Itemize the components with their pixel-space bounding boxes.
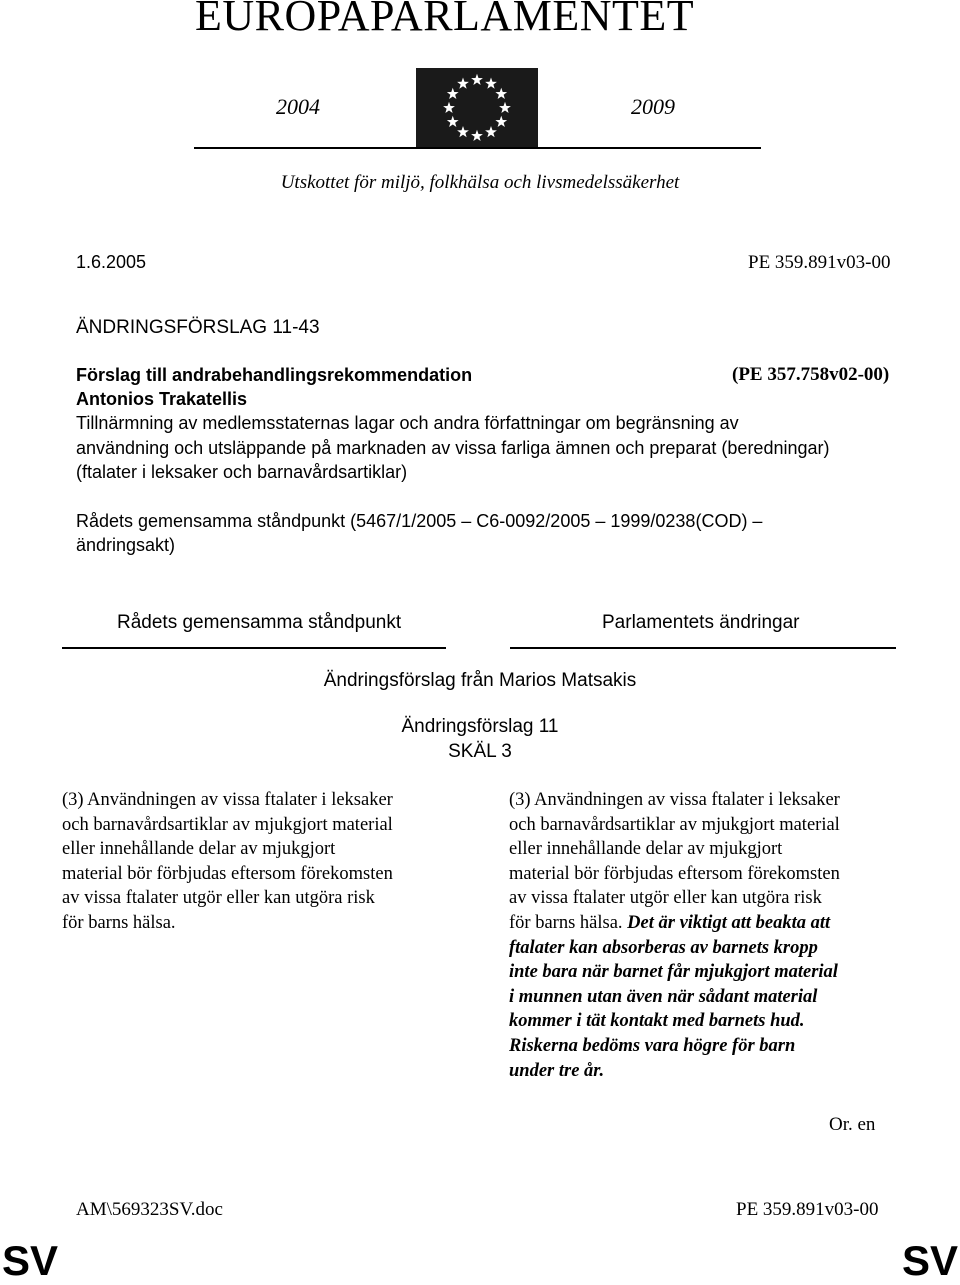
pe-number-top: PE 359.891v03-00: [748, 252, 891, 273]
recital-label: SKÄL 3: [448, 741, 512, 762]
document-date: 1.6.2005: [76, 252, 147, 272]
term-end-year: 2009: [631, 94, 675, 119]
amendment-number: Ändringsförslag 11: [401, 716, 559, 737]
language-code-left: SV: [2, 1237, 59, 1284]
parliament-text-line: och barnavårdsartiklar av mjukgjort material: [509, 814, 840, 835]
flag-star-icon: [447, 88, 459, 99]
right-column-heading: Parlamentets ändringar: [602, 612, 800, 633]
added-text-line: ftalater kan absorberas av barnets kropp: [509, 937, 818, 958]
added-text: Det är viktigt att beakta att: [627, 912, 831, 933]
flag-star-icon: [499, 102, 511, 113]
language-code-right: SV: [902, 1237, 959, 1284]
council-position-line-2: ändringsakt): [76, 535, 176, 555]
added-text-line: Riskerna bedöms vara högre för barn: [509, 1035, 796, 1056]
parliament-text-line-mixed: [509, 911, 919, 936]
left-column-heading: Rådets gemensamma ståndpunkt: [117, 612, 402, 633]
parliament-text-line: av vissa ftalater utgör eller kan utgöra risk: [509, 888, 822, 909]
proposal-reference: (PE 357.758v02-00): [732, 364, 890, 385]
committee-name: Utskottet för miljö, folkhälsa och livsmedelssäkerhet: [280, 172, 680, 193]
parliament-text-line: (3) Användningen av vissa ftalater i leksaker: [509, 790, 840, 810]
council-text-line: och barnavårdsartiklar av mjukgjort material: [62, 814, 393, 835]
original-language: Or. en: [829, 1114, 876, 1135]
header-divider: [194, 147, 761, 149]
institution-title: EUROPAPARLAMENTET: [195, 0, 695, 40]
council-text: [62, 788, 472, 936]
flag-star-icon: [495, 88, 507, 99]
council-text-line: (3) Användningen av vissa ftalater i leksaker: [62, 790, 393, 810]
document-reference: AM\569323SV.doc: [76, 1199, 223, 1220]
added-text-line: under tre år.: [509, 1060, 605, 1081]
flag-star-icon: [471, 74, 483, 85]
flag-star-icon: [447, 116, 459, 127]
flag-star-icon: [495, 116, 507, 127]
flag-star-icon: [485, 126, 497, 137]
amendment-author: Ändringsförslag från Marios Matsakis: [323, 670, 637, 691]
rapporteur-name: Antonios Trakatellis: [76, 389, 248, 409]
flag-star-icon: [443, 102, 455, 113]
term-start-year: 2004: [276, 94, 320, 119]
council-text-line: eller innehållande delar av mjukgjort: [62, 839, 336, 860]
subject-line-3: (ftalater i leksaker och barnavårdsartiklar): [76, 462, 408, 482]
flag-star-icon: [457, 126, 469, 137]
flag-star-icon: [471, 130, 483, 141]
council-text-line: av vissa ftalater utgör eller kan utgöra risk: [62, 888, 375, 909]
pe-number-bottom: PE 359.891v03-00: [736, 1199, 879, 1220]
added-text-line: kommer i tät kontakt med barnets hud.: [509, 1011, 805, 1032]
council-text-line: för barns hälsa.: [62, 912, 176, 933]
subject-line-2: användning och utsläppande på marknaden av vissa farliga ämnen och preparat (beredningar): [76, 438, 830, 458]
flag-star-icon: [485, 78, 497, 89]
parliament-text: [509, 788, 919, 1083]
subject-line-1: Tillnärmning av medlemsstaternas lagar och andra författningar om begränsning av: [76, 413, 739, 433]
left-column-rule: [62, 647, 446, 649]
eu-flag-logo: [416, 68, 538, 148]
amendments-heading: ÄNDRINGSFÖRSLAG 11-43: [76, 317, 320, 338]
right-column-rule: [510, 647, 896, 649]
added-text-line: inte bara när barnet får mjukgjort material: [509, 962, 838, 983]
parliament-text-plain: för barns hälsa.: [509, 912, 623, 933]
council-position-line-1: Rådets gemensamma ståndpunkt (5467/1/2005 – C6-0092/2005 – 1999/0238(COD) –: [76, 511, 763, 531]
proposal-title: Förslag till andrabehandlingsrekommendation: [76, 365, 473, 385]
flag-star-icon: [457, 78, 469, 89]
council-text-line: material bör förbjudas eftersom förekomsten: [62, 863, 393, 884]
parliament-text-line: material bör förbjudas eftersom förekomsten: [509, 863, 840, 884]
added-text-line: i munnen utan även när sådant material: [509, 986, 818, 1007]
parliament-text-line: eller innehållande delar av mjukgjort: [509, 839, 783, 860]
